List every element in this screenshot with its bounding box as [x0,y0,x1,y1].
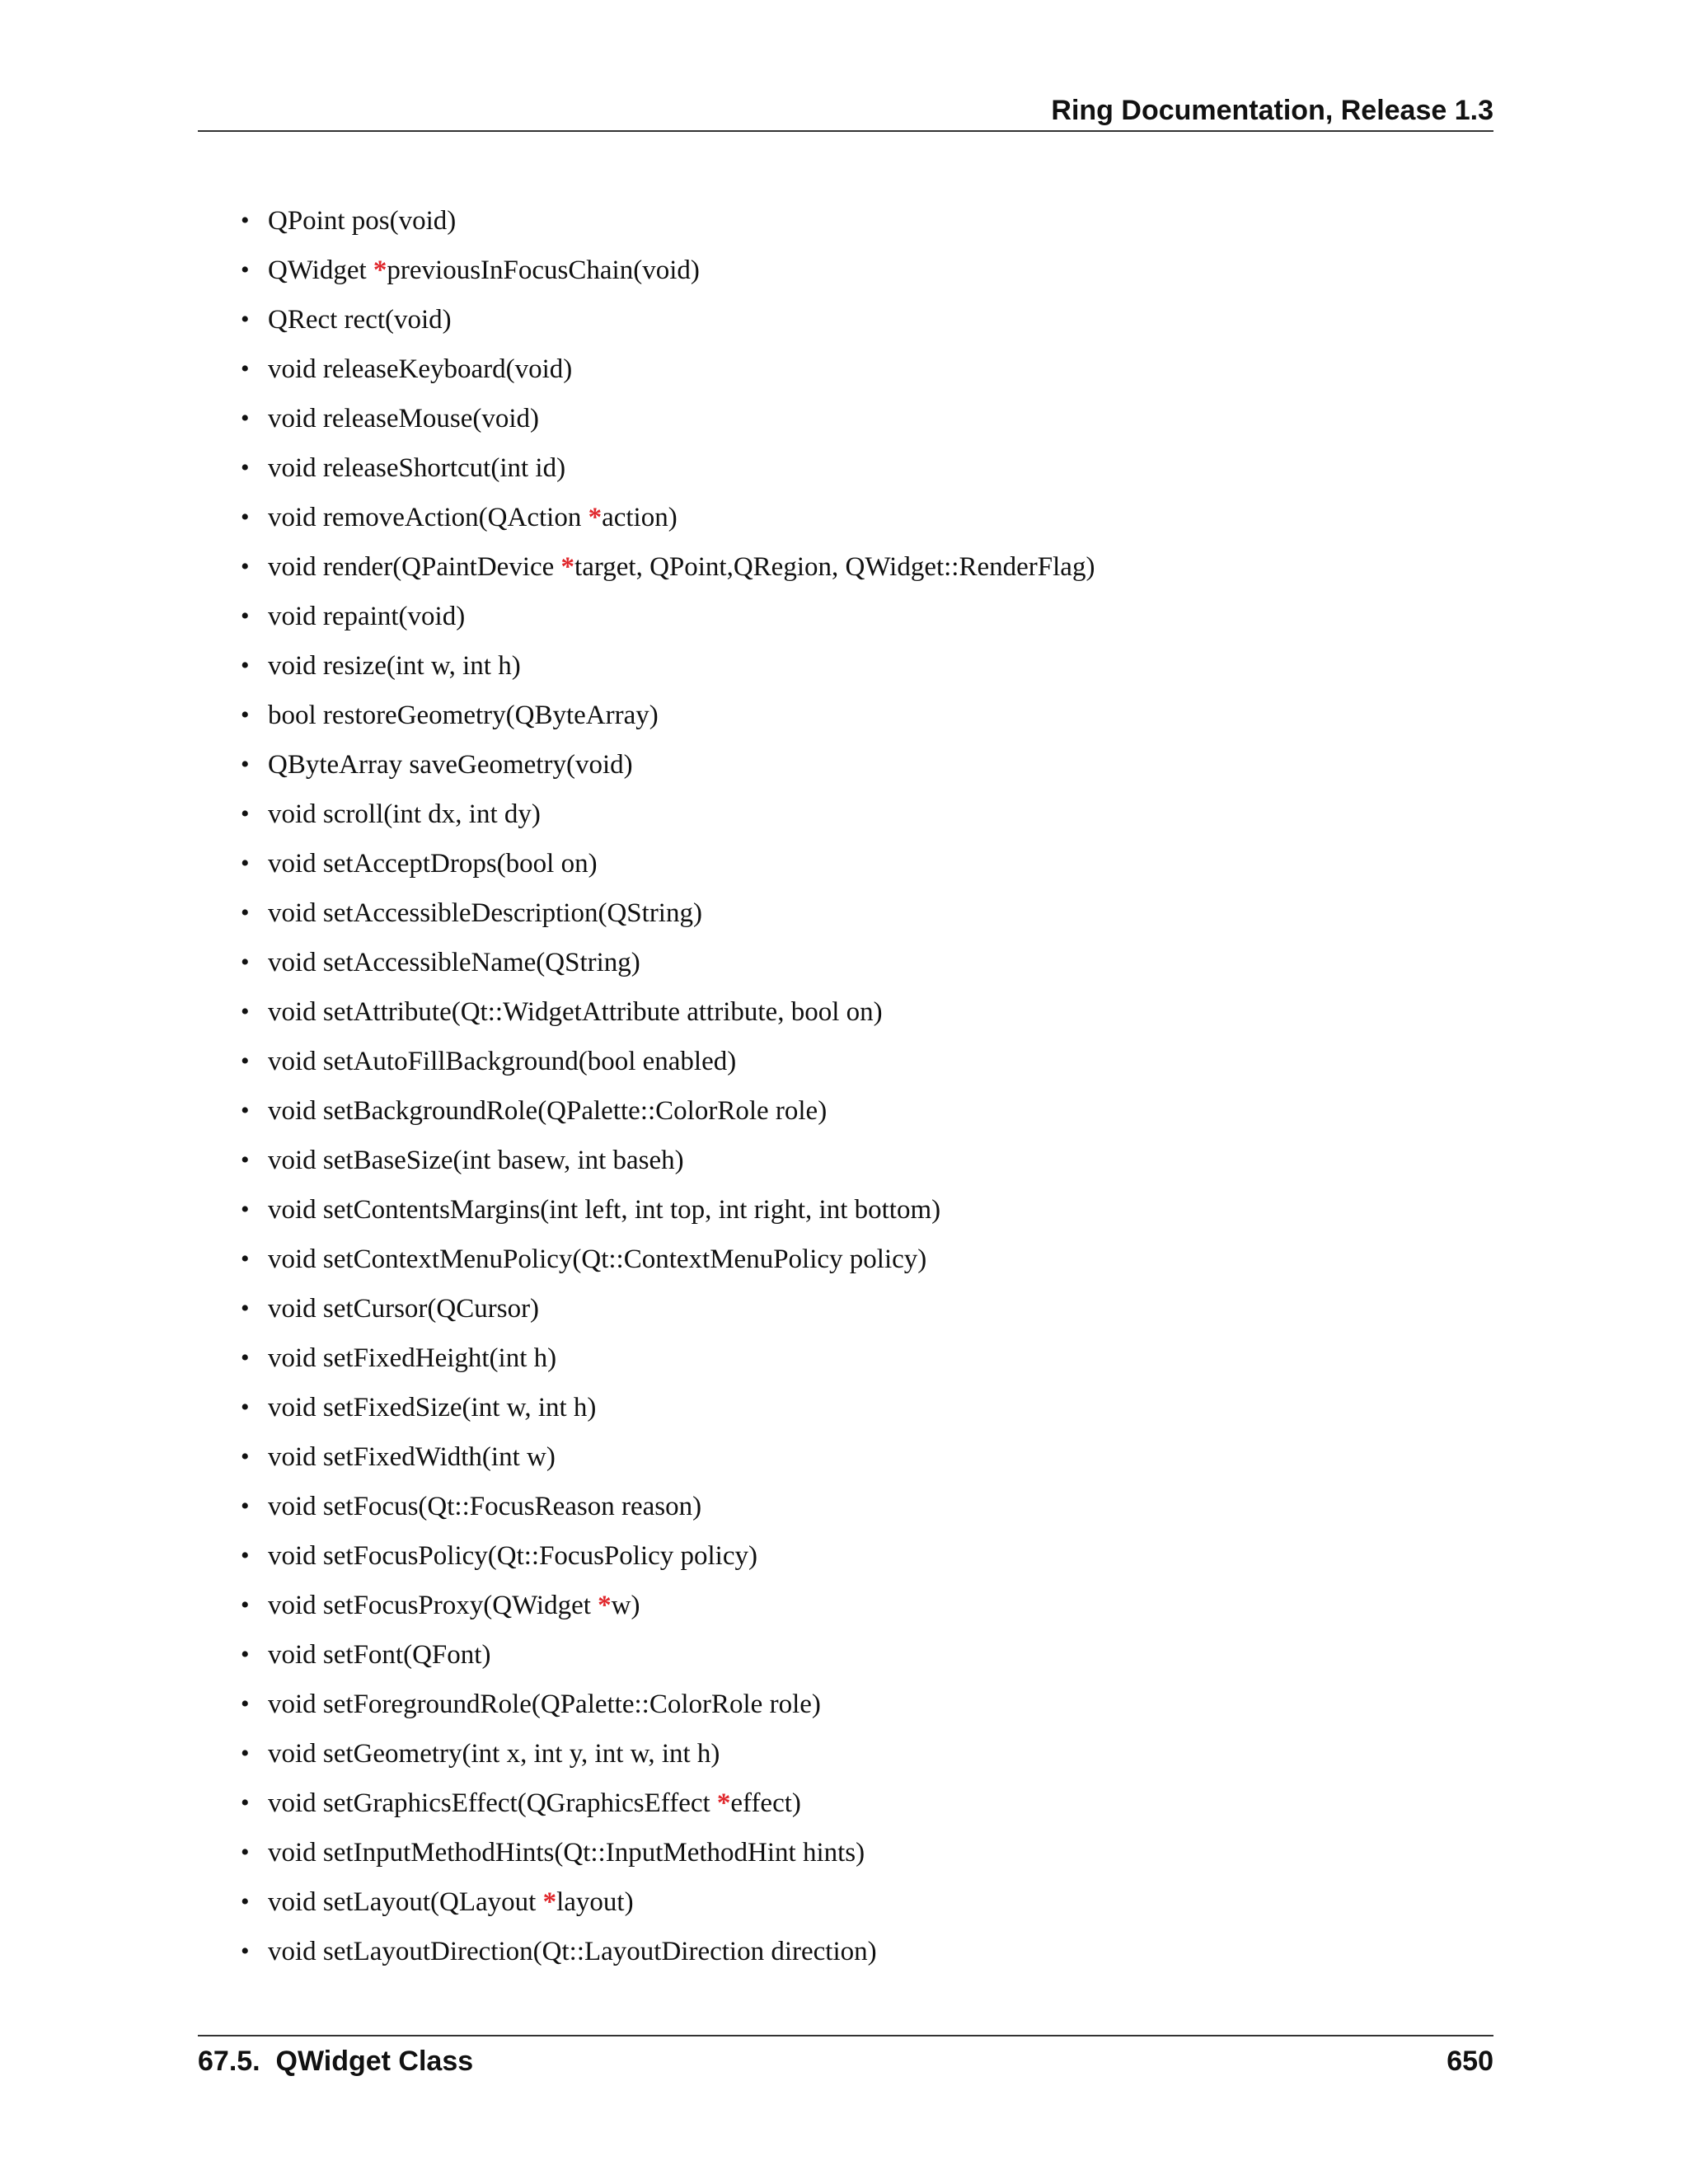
method-signature: void repaint(void) [268,602,466,631]
bullet-icon: • [241,701,250,729]
list-item [241,1680,1095,1729]
method-signature: void setFont(QFont) [268,1640,491,1670]
list-item [241,1581,1095,1630]
method-signature: void setAttribute(Qt::WidgetAttribute attribute, bool on) [268,997,883,1027]
bullet-icon: • [241,998,250,1025]
method-signature: void scroll(int dx, int dy) [268,799,541,829]
list-item [241,641,1095,691]
list-item [241,196,1095,246]
section-title: 67.5. QWidget Class [198,2046,474,2077]
bullet-icon: • [241,405,250,432]
bullet-icon: • [241,553,250,580]
bullet-icon: • [241,1047,250,1075]
bullet-icon: • [241,1295,250,1322]
document-title: Ring Documentation, Release 1.3 [1051,95,1493,126]
pointer-star: * [588,503,603,532]
method-signature: void setFixedWidth(int w) [268,1442,556,1472]
method-signature: QByteArray saveGeometry(void) [268,750,633,780]
method-signature: void setBaseSize(int basew, int baseh) [268,1146,684,1175]
method-signature: void setFixedHeight(int h) [268,1343,557,1373]
bullet-icon: • [241,1789,250,1816]
bullet-icon: • [241,1591,250,1619]
bullet-icon: • [241,1740,250,1767]
method-signature-rest: target, QPoint,QRegion, QWidget::RenderFlag) [574,552,1095,582]
list-item [241,295,1095,344]
bullet-icon: • [241,207,250,234]
method-signature: void setAccessibleName(QString) [268,948,640,977]
method-signature: void setBackgroundRole(QPalette::ColorRole role) [268,1096,828,1126]
bullet-icon: • [241,652,250,679]
bullet-icon: • [241,504,250,531]
list-item [241,1729,1095,1779]
list-item [241,344,1095,394]
list-item [241,839,1095,888]
method-signature-rest: previousInFocusChain(void) [387,255,700,285]
pointer-star: * [598,1591,612,1620]
method-signature-rest: w) [611,1591,640,1620]
bullet-icon: • [241,1196,250,1223]
method-signature: void setForegroundRole(QPalette::ColorRole role) [268,1690,821,1719]
list-item [241,1432,1095,1482]
method-signature: QPoint pos(void) [268,206,457,236]
list-item [241,1235,1095,1284]
bullet-icon: • [241,899,250,926]
list-item [241,1284,1095,1333]
page-footer [198,2035,1493,2086]
method-signature-rest: layout) [556,1887,634,1917]
method-signature: QRect rect(void) [268,305,452,335]
method-signature: void setAcceptDrops(bool on) [268,849,598,879]
bullet-icon: • [241,1394,250,1421]
method-signature: bool restoreGeometry(QByteArray) [268,701,659,730]
method-signature-rest: effect) [730,1788,801,1818]
method-signature: void setAutoFillBackground(bool enabled) [268,1047,737,1076]
method-signature: void setGeometry(int x, int y, int w, int h) [268,1739,720,1769]
list-item [241,542,1095,592]
bullet-icon: • [241,355,250,382]
pointer-star: * [373,255,387,285]
method-signature: QWidget [268,255,373,285]
method-signature: void render(QPaintDevice [268,552,561,582]
pointer-star: * [716,1788,731,1818]
method-signature: void setContextMenuPolicy(Qt::ContextMenuPolicy policy) [268,1244,927,1274]
list-item [241,790,1095,839]
bullet-icon: • [241,602,250,630]
list-item [241,443,1095,493]
bullet-icon: • [241,1443,250,1470]
method-signature: void releaseShortcut(int id) [268,453,566,483]
bullet-icon: • [241,1245,250,1272]
method-signature-rest: action) [602,503,678,532]
method-signature: void releaseMouse(void) [268,404,539,434]
bullet-icon: • [241,1690,250,1718]
list-item [241,1927,1095,1976]
page-header [198,89,1493,132]
list-item [241,1086,1095,1136]
bullet-icon: • [241,1938,250,1965]
method-signature: void setAccessibleDescription(QString) [268,898,702,928]
list-item [241,1333,1095,1383]
list-item [241,1531,1095,1581]
bullet-icon: • [241,1344,250,1371]
bullet-icon: • [241,850,250,877]
method-signature: void releaseKeyboard(void) [268,354,573,384]
list-item [241,1037,1095,1086]
method-signature: void setLayoutDirection(Qt::LayoutDirection direction) [268,1937,877,1966]
pointer-star: * [542,1887,557,1917]
bullet-icon: • [241,1542,250,1569]
page-number: 650 [1447,2046,1493,2077]
bullet-icon: • [241,1493,250,1520]
method-signature: void resize(int w, int h) [268,651,521,681]
bullet-icon: • [241,306,250,333]
list-item [241,1136,1095,1185]
list-item [241,1185,1095,1235]
method-signature: void setLayout(QLayout [268,1887,543,1917]
bullet-icon: • [241,1641,250,1668]
method-list [241,196,1095,1976]
method-signature: void setFocusPolicy(Qt::FocusPolicy policy) [268,1541,757,1571]
method-signature: void setContentsMargins(int left, int top, int right, int bottom) [268,1195,941,1225]
bullet-icon: • [241,800,250,827]
list-item [241,1779,1095,1828]
list-item [241,246,1095,295]
bullet-icon: • [241,949,250,976]
method-signature: void setInputMethodHints(Qt::InputMethodHint hints) [268,1838,865,1868]
list-item [241,987,1095,1037]
bullet-icon: • [241,1888,250,1915]
list-item [241,740,1095,790]
list-item [241,691,1095,740]
bullet-icon: • [241,751,250,778]
bullet-icon: • [241,1097,250,1124]
bullet-icon: • [241,1839,250,1866]
bullet-icon: • [241,454,250,481]
method-signature: void setFixedSize(int w, int h) [268,1393,597,1422]
list-item [241,1828,1095,1877]
pointer-star: * [560,552,575,582]
method-signature: void removeAction(QAction [268,503,588,532]
list-item [241,592,1095,641]
method-signature: void setFocusProxy(QWidget [268,1591,598,1620]
list-item [241,394,1095,443]
method-signature: void setCursor(QCursor) [268,1294,540,1324]
list-item [241,888,1095,938]
list-item [241,1383,1095,1432]
list-item [241,1877,1095,1927]
method-signature: void setFocus(Qt::FocusReason reason) [268,1492,702,1521]
list-item [241,938,1095,987]
bullet-icon: • [241,256,250,284]
method-signature: void setGraphicsEffect(QGraphicsEffect [268,1788,717,1818]
list-item [241,1630,1095,1680]
list-item [241,1482,1095,1531]
list-item [241,493,1095,542]
bullet-icon: • [241,1146,250,1174]
